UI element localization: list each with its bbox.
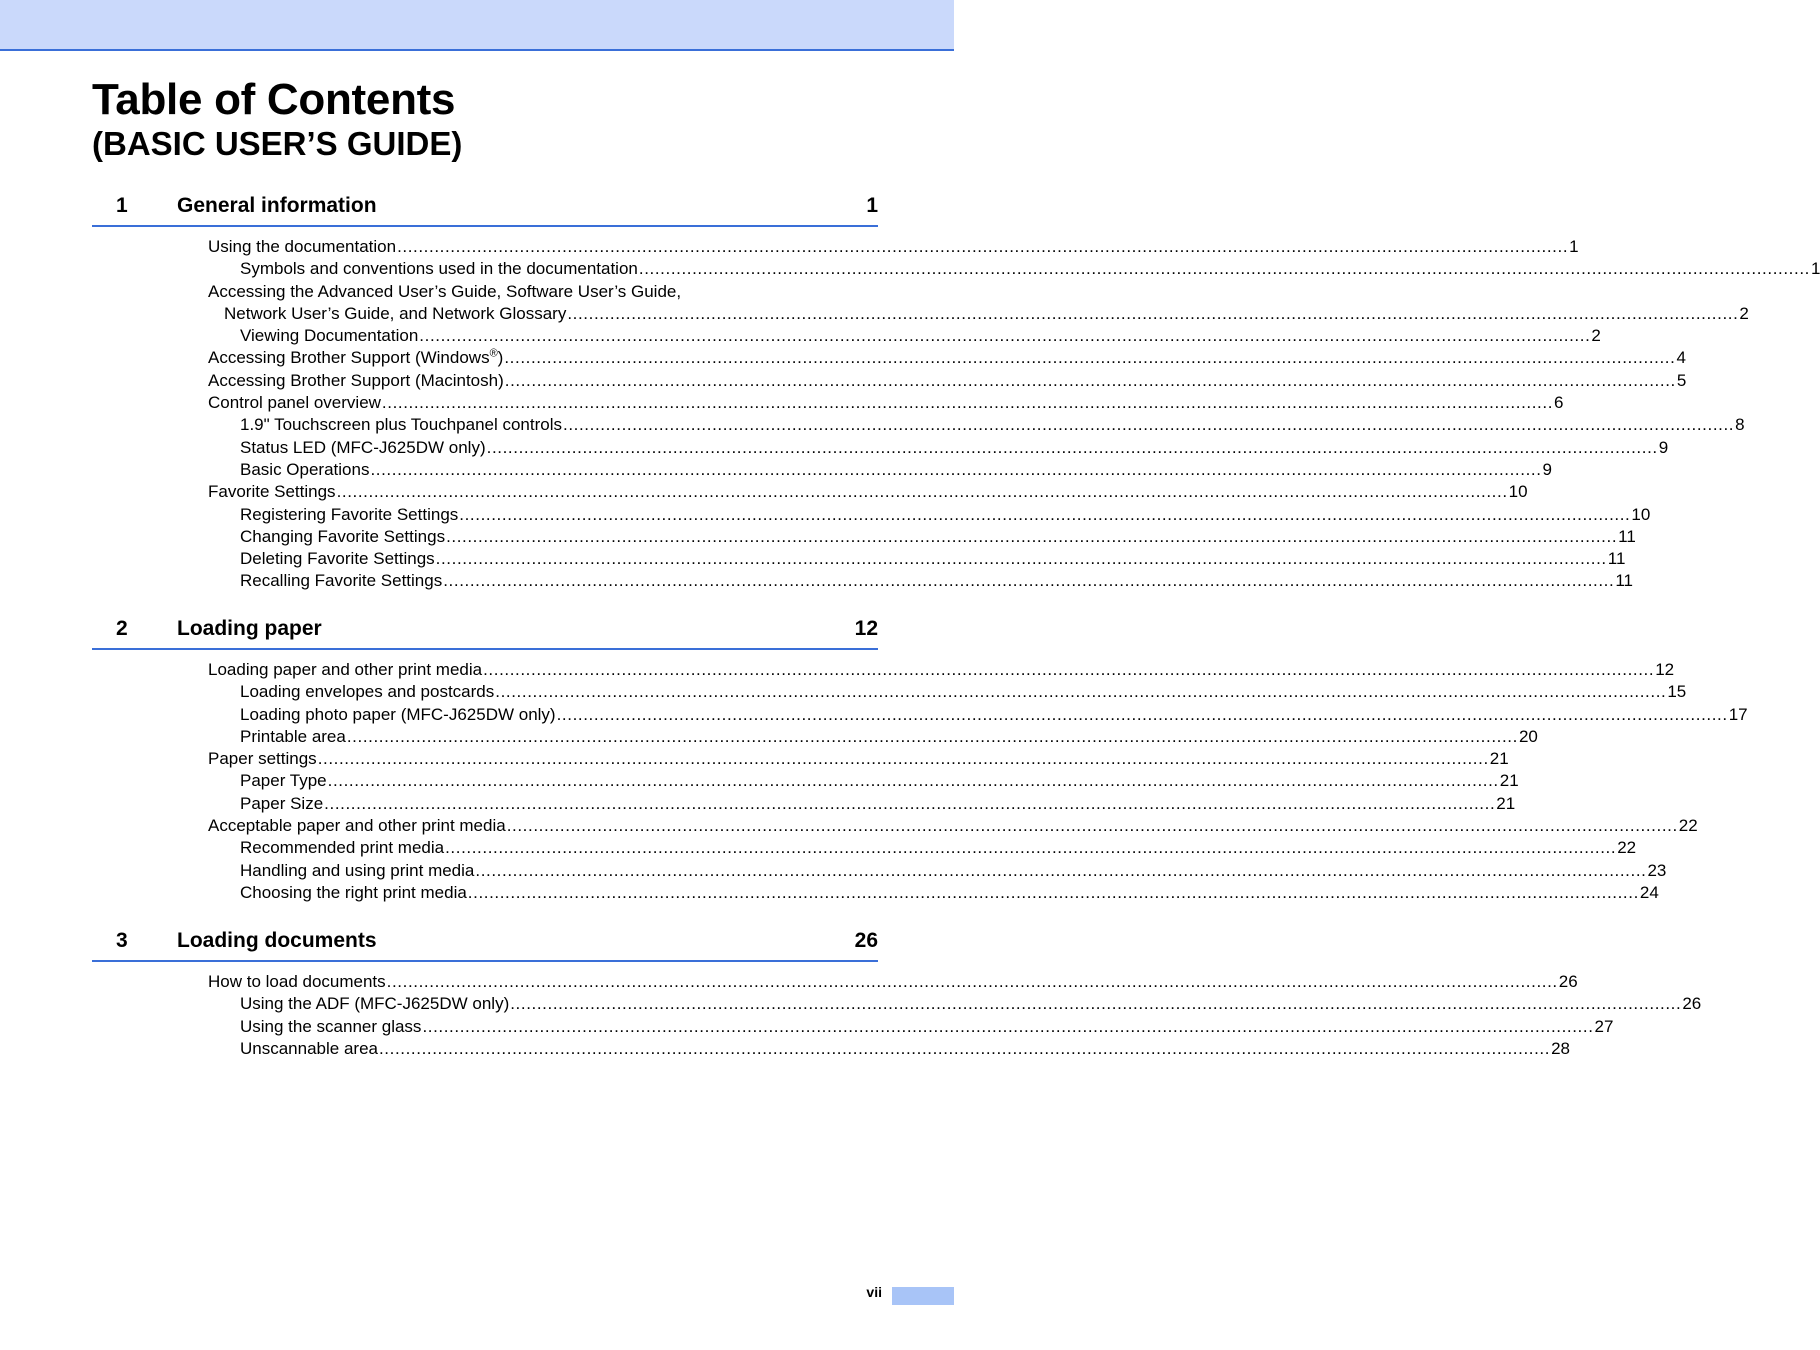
chapter-title: Loading documents [177,929,377,952]
toc-entry-label [240,837,444,859]
toc-entry-page: 1 [1810,259,1820,279]
toc-entry-page: 21 [1489,749,1509,769]
toc-entry[interactable] [240,1038,1570,1060]
toc-entry[interactable] [240,504,1651,526]
toc-entry[interactable] [240,325,1601,347]
toc-list-chapter-3 [0,971,1702,1060]
dot-leader: ............................................................................................................................................................................................................................ [510,994,1682,1014]
chapter-heading-2[interactable] [92,614,878,650]
toc-entry-text: Symbols and conventions used in the documentation [240,259,638,279]
toc-entry[interactable] [240,793,1516,815]
dot-leader: ............................................................................................................................................................................................................................ [459,504,1631,524]
toc-entry[interactable] [240,526,1636,548]
toc-entry-text: Loading photo paper (MFC-J625DW only) [240,704,556,724]
toc-entry[interactable] [240,993,1702,1015]
toc-entry-text: Loading paper and other print media [208,660,483,679]
toc-entry-label [208,971,386,993]
page-subtitle: (BASIC USER’S GUIDE) [92,125,463,162]
toc-entry[interactable] [240,726,1538,748]
toc-entry-page: 10 [1631,504,1651,524]
toc-entry-page: 28 [1551,1038,1570,1058]
dot-leader: ............................................................................................................................................................................................................................ [443,571,1615,591]
toc-entry-page: 22 [1678,816,1698,836]
dot-leader: ............................................................................................................................................................................................................................ [386,972,1558,991]
chapter-title: Loading paper [177,617,322,640]
toc-entry-page: 21 [1496,793,1516,813]
toc-entry-text: Paper settings [208,749,317,769]
toc-entry-label [240,504,458,526]
toc-entry[interactable] [208,392,1564,414]
toc-entry-text: Using the documentation [208,237,397,256]
toc-entry-page: 6 [1554,393,1564,413]
toc-entry-page: 9 [1658,437,1669,457]
toc-entry-label [208,815,506,837]
toc-entry-text: Control panel overview [208,393,381,413]
chapter-heading-1[interactable] [92,191,878,227]
toc-entry-label [240,414,562,436]
toc-entry-label [208,481,336,503]
toc-entry-label [240,681,494,703]
toc-entry-label [208,659,482,681]
toc-entry-label [208,347,503,369]
toc-entry-label [240,437,486,459]
page-number: vii [866,1284,882,1300]
toc-entry[interactable] [240,258,1820,280]
toc-entry-text: Loading envelopes and postcards [240,682,495,702]
toc-entry-text: Status LED (MFC-J625DW only) [240,437,486,457]
toc-entry-label [240,726,346,748]
toc-entry-label [240,1016,421,1038]
toc-entry-page: 5 [1676,370,1687,390]
toc-entry-text: Acceptable paper and other print media [208,816,506,836]
dot-leader: ............................................................................................................................................................................................................................ [486,437,1658,457]
toc-entry-label [240,860,474,882]
toc-entry-label [240,793,323,815]
dot-leader: ............................................................................................................................................................................................................................ [446,526,1618,546]
toc-entry[interactable] [208,236,1579,258]
toc-entry-text-suffix: ) [497,348,504,368]
toc-entry-page: 27 [1594,1016,1614,1036]
toc-entry-text: Unscannable area [240,1038,378,1058]
toc-entry-text: Basic Operations [240,459,370,479]
toc-entry[interactable] [208,347,1686,369]
toc-entry-text: Choosing the right print media [240,882,467,902]
toc-entry-text: Paper Size [240,793,324,813]
toc-entry[interactable] [208,659,1675,681]
toc-entry[interactable] [240,1016,1614,1038]
toc-entry[interactable] [240,459,1553,481]
toc-entry-label [208,370,504,392]
toc-entry[interactable] [240,548,1626,570]
toc-entry-page: 11 [1607,549,1626,569]
dot-leader: ............................................................................................................................................................................................................................ [495,682,1667,702]
dot-leader: ............................................................................................................................................................................................................................ [346,726,1518,746]
toc-entry-page: 8 [1735,415,1745,435]
toc-entry-text: Accessing the Advanced User’s Guide, Software User’s Guide, [208,281,682,301]
toc-entry-text: Favorite Settings [208,482,336,502]
toc-entry-page: 26 [1558,972,1578,991]
toc-entry[interactable] [240,414,1745,436]
toc-entry-text: Using the ADF (MFC-J625DW only) [240,994,510,1014]
toc-entry-text: Accessing Brother Support (Macintosh) [208,370,504,390]
toc-entry-text: Handling and using print media [240,860,475,880]
toc-entry[interactable] [208,815,1698,837]
toc-entry-text: Printable area [240,726,346,746]
toc-entry-label [208,748,317,770]
toc-entry[interactable] [208,281,878,303]
toc-entry-text: Paper Type [240,771,327,791]
chapter-number: 1 [116,194,128,217]
toc-entry-page: 22 [1617,838,1637,858]
toc-entry-text: Network User’s Guide, and Network Glossary [224,303,567,323]
toc-entry-label [240,459,369,481]
dot-leader: ............................................................................................................................................................................................................................ [638,259,1810,279]
dot-leader: ............................................................................................................................................................................................................................ [327,771,1499,791]
toc-entry-label [240,1038,378,1060]
page-tab-marker [892,1287,954,1305]
dot-leader: ............................................................................................................................................................................................................................ [422,1016,1594,1036]
dot-leader: ............................................................................................................................................................................................................................ [370,459,1542,479]
toc-entry-label [240,526,445,548]
toc-entry-page: 23 [1647,860,1667,880]
toc-entry-label [240,704,556,726]
chapter-number: 3 [116,929,128,952]
dot-leader: ............................................................................................................................................................................................................................ [504,348,1676,368]
toc-entry-page: 17 [1728,704,1748,724]
toc-entry-label [208,281,681,303]
dot-leader: ............................................................................................................................................................................................................................ [317,749,1489,769]
toc-entry-page: 4 [1676,348,1686,368]
toc-entry-page: 26 [1682,994,1702,1014]
toc-entry[interactable] [240,860,1667,882]
toc-entry-text: Recalling Favorite Settings [240,571,443,591]
toc-entry-label [240,882,467,904]
toc-entry-label [224,303,566,325]
toc-entry-label [240,770,327,792]
toc-entry[interactable] [240,437,1669,459]
dot-leader: ............................................................................................................................................................................................................................ [435,549,1607,569]
chapter-title: General information [177,194,377,217]
dot-leader: ............................................................................................................................................................................................................................ [445,838,1617,858]
toc-entry-page: 2 [1591,326,1601,346]
toc-entry-text: 1.9" Touchscreen plus Touchpanel controls [240,415,563,435]
toc-entry-page: 11 [1615,571,1633,591]
toc-entry[interactable] [240,704,1748,726]
toc-entry[interactable] [208,370,1687,392]
toc-list-chapter-2 [0,659,1748,904]
chapter-page: 12 [854,617,878,640]
dot-leader: ............................................................................................................................................................................................................................ [567,303,1739,323]
toc-entry[interactable] [240,837,1637,859]
toc-list-chapter-1 [0,236,1820,593]
dot-leader: ............................................................................................................................................................................................................................ [419,326,1591,346]
toc-entry-page: 11 [1618,526,1636,546]
toc-entry[interactable] [224,303,1749,325]
chapter-page: 1 [866,194,878,217]
toc-entry-text: Viewing Documentation [240,326,419,346]
toc-entry-page: 2 [1739,303,1749,323]
toc-entry[interactable] [208,748,1509,770]
toc-entry-text: Deleting Favorite Settings [240,549,435,569]
toc-entry-page: 9 [1542,459,1553,479]
toc-entry[interactable] [240,570,1633,592]
toc-entry-page: 12 [1655,660,1675,679]
dot-leader: ............................................................................................................................................................................................................................ [506,816,1678,836]
toc-entry-text: Recommended print media [240,838,445,858]
toc-entry-text: Changing Favorite Settings [240,526,446,546]
toc-entry-page: 15 [1667,682,1687,702]
registered-mark: ® [489,347,498,360]
toc-entry[interactable] [208,971,1578,993]
toc-entry[interactable] [208,481,1528,503]
toc-entry[interactable] [240,882,1659,904]
toc-entry-page: 20 [1518,726,1538,746]
dot-leader: ............................................................................................................................................................................................................................ [336,482,1508,502]
toc-entry-page: 10 [1508,482,1528,502]
dot-leader: ............................................................................................................................................................................................................................ [563,415,1735,435]
toc-entry-label [240,325,418,347]
toc-entry[interactable] [240,681,1687,703]
dot-leader: ............................................................................................................................................................................................................................ [483,660,1655,679]
toc-entry-page: 24 [1639,882,1659,902]
dot-leader: ............................................................................................................................................................................................................................ [556,704,1728,724]
toc-entry-text: Registering Favorite Settings [240,504,459,524]
toc-entry-label [240,258,638,280]
toc-entry-label [240,993,509,1015]
toc-entry-text: Accessing Brother Support (Windows [208,348,490,368]
page-title: Table of Contents [92,75,456,124]
toc-entry-label [240,570,442,592]
chapter-page: 26 [854,929,878,952]
toc-entry-label [240,548,435,570]
toc-entry-label [208,392,381,414]
header-band [0,0,954,51]
toc-entry[interactable] [240,770,1519,792]
dot-leader: ............................................................................................................................................................................................................................ [397,237,1569,256]
toc-entry-label [208,236,396,258]
toc-entry-page: 21 [1499,771,1519,791]
toc-entry-page: 1 [1569,237,1579,256]
dot-leader: ............................................................................................................................................................................................................................ [378,1038,1551,1058]
dot-leader: ............................................................................................................................................................................................................................ [475,860,1647,880]
chapter-number: 2 [116,617,128,640]
chapter-heading-3[interactable] [92,926,878,962]
dot-leader: ............................................................................................................................................................................................................................ [324,793,1496,813]
toc-entry-text: How to load documents [208,972,386,991]
dot-leader: ............................................................................................................................................................................................................................ [381,393,1554,413]
dot-leader: ............................................................................................................................................................................................................................ [504,370,1676,390]
toc-entry-text: Using the scanner glass [240,1016,422,1036]
dot-leader: ............................................................................................................................................................................................................................ [467,882,1639,902]
